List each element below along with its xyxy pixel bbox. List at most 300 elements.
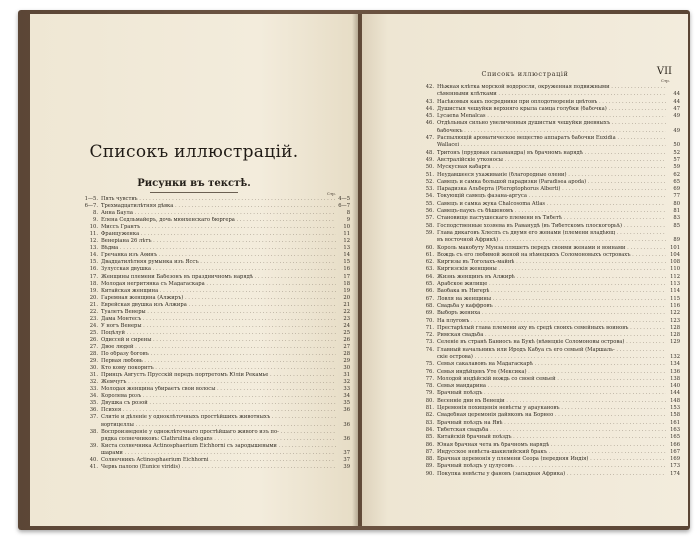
item-number: 85. bbox=[425, 434, 434, 441]
list-item bbox=[410, 434, 680, 441]
item-number: 45. bbox=[425, 113, 434, 120]
item-number: 16. bbox=[89, 266, 98, 273]
item-caption: По образу боговъ . . . bbox=[101, 351, 336, 358]
running-head: Списокъ иллюстрацій bbox=[481, 70, 569, 78]
item-page: 134 bbox=[670, 361, 680, 368]
item-number: 84. bbox=[425, 426, 434, 433]
item-page: 169 bbox=[670, 456, 680, 463]
item-caption: Самецъ и самка большой парадизки (Paradisea apoda) . . . bbox=[437, 179, 666, 186]
right-page bbox=[362, 14, 688, 526]
item-page: 6—7 bbox=[338, 203, 350, 210]
item-caption: Самецъ и самка жука Chalcosoma Atlas . . . bbox=[437, 201, 666, 208]
item-number: 82. bbox=[425, 412, 434, 419]
list-item bbox=[410, 274, 680, 281]
item-page: 158 bbox=[670, 412, 680, 419]
item-number: 33. bbox=[89, 386, 98, 393]
list-item bbox=[410, 456, 680, 463]
item-page: 52 bbox=[673, 149, 680, 156]
item-caption: Киста солнечника Actinosphaerium Eichhorni съ зародышевыми . . . bbox=[101, 443, 336, 450]
item-number: 32. bbox=[89, 379, 98, 386]
item-page: 9 bbox=[346, 217, 350, 224]
item-number: 24. bbox=[89, 322, 98, 329]
item-number: 31. bbox=[89, 372, 98, 379]
list-item bbox=[410, 398, 680, 405]
list-item bbox=[410, 164, 680, 171]
item-number: 8. bbox=[93, 210, 98, 217]
item-number: 87. bbox=[425, 448, 434, 455]
page-column-header: Стр. bbox=[326, 191, 336, 196]
item-caption: Принцъ Августъ Прусскій передъ портретомъ Юліи Рекамье . . . bbox=[101, 372, 336, 379]
section-subtitle: Рисунки въ текстѣ. bbox=[137, 178, 251, 189]
item-number: 46. bbox=[425, 120, 434, 127]
list-item bbox=[74, 266, 350, 273]
item-page: 101 bbox=[670, 244, 680, 251]
item-page: 12 bbox=[343, 238, 350, 245]
item-caption: Парадизка Альберта (Pteroptophorus Alberti) . . . bbox=[437, 186, 666, 193]
item-caption: У ногъ Венеры . . . bbox=[101, 323, 336, 330]
item-page: 166 bbox=[670, 441, 680, 448]
item-number: 56. bbox=[425, 208, 434, 215]
list-item bbox=[74, 450, 350, 457]
item-page: 10 bbox=[343, 224, 350, 231]
item-number: 69. bbox=[425, 310, 434, 317]
item-number: 53. bbox=[425, 186, 434, 193]
list-item bbox=[410, 266, 680, 273]
item-number: 57. bbox=[425, 215, 434, 222]
list-item bbox=[74, 365, 350, 372]
item-caption: Римская свадьба . . . bbox=[437, 332, 666, 339]
item-caption: Свадьба у каффровъ . . . bbox=[437, 303, 666, 310]
item-page: 144 bbox=[670, 390, 680, 397]
item-number: 58. bbox=[425, 222, 434, 229]
item-caption: Китайская женщина . . . bbox=[101, 288, 336, 295]
item-caption: шарами . . . bbox=[101, 450, 336, 457]
list-item bbox=[410, 157, 680, 164]
list-item bbox=[410, 449, 680, 456]
item-caption: Молодая женщина убираетъ свои волосы . . . bbox=[101, 386, 336, 393]
item-caption: Выборъ жениха . . . bbox=[437, 310, 666, 317]
item-number: 39. bbox=[89, 442, 98, 449]
list-item bbox=[410, 237, 680, 244]
item-page: 35 bbox=[343, 400, 350, 407]
item-number: 50. bbox=[425, 164, 434, 171]
item-caption: Тритонъ (прудовая саламандра) въ брачномъ нарядѣ . . . bbox=[437, 150, 666, 157]
list-item bbox=[74, 224, 350, 231]
item-page: 44 bbox=[673, 91, 680, 98]
item-page: 37 bbox=[343, 449, 350, 456]
item-page: 163 bbox=[670, 426, 680, 433]
item-caption: Семья сакалавовъ на Мадагаскарѣ . . . bbox=[437, 361, 666, 368]
list-item bbox=[410, 296, 680, 303]
item-number: 17. bbox=[89, 273, 98, 280]
item-number: 76. bbox=[425, 368, 434, 375]
item-number: 77. bbox=[425, 375, 434, 382]
item-caption: Дама Монтесъ . . . bbox=[101, 316, 336, 323]
item-caption: Гречанка изъ Аѳинъ . . . bbox=[101, 252, 336, 259]
list-item bbox=[410, 325, 680, 332]
item-number: 60. bbox=[425, 244, 434, 251]
item-number: 68. bbox=[425, 302, 434, 309]
list-item bbox=[410, 427, 680, 434]
item-number: 59. bbox=[425, 229, 434, 236]
item-number: 79. bbox=[425, 390, 434, 397]
item-caption: Юная брачная чета въ брачномъ нарядѣ . . . bbox=[437, 442, 666, 449]
item-caption: Двушка съ розой . . . bbox=[101, 400, 336, 407]
item-caption: въ восточной Африкѣ) . . . bbox=[437, 237, 666, 244]
item-page: 174 bbox=[670, 470, 680, 477]
item-caption: Престарѣлый глава племени аху въ средѣ своихъ семейныхъ воиновъ . . . bbox=[437, 325, 666, 332]
list-item bbox=[74, 400, 350, 407]
item-number: 70. bbox=[425, 317, 434, 324]
item-number: 55. bbox=[425, 200, 434, 207]
item-page: 104 bbox=[670, 251, 680, 258]
item-page: 115 bbox=[670, 295, 680, 302]
item-page: 39 bbox=[343, 463, 350, 470]
item-caption: Главный начальникъ или Иродъ Кабуа съ его семьей (Маршаль- . . . bbox=[437, 347, 666, 354]
item-page: 140 bbox=[670, 383, 680, 390]
item-page: 28 bbox=[343, 351, 350, 358]
list-item bbox=[410, 215, 680, 222]
item-page: 161 bbox=[670, 419, 680, 426]
item-number: 35. bbox=[89, 400, 98, 407]
item-number: 26. bbox=[89, 336, 98, 343]
item-page: 36 bbox=[343, 421, 350, 428]
item-number: 66. bbox=[425, 288, 434, 295]
item-number: 44. bbox=[425, 105, 434, 112]
item-page: 30 bbox=[343, 365, 350, 372]
item-number: 15. bbox=[89, 259, 98, 266]
list-item bbox=[74, 379, 350, 386]
list-item bbox=[410, 99, 680, 106]
item-number: 81. bbox=[425, 405, 434, 412]
item-page: 14 bbox=[343, 252, 350, 259]
item-caption: Распылющій ароматическое вещество аппаратъ бабочки Euxidia . . . bbox=[437, 135, 666, 142]
item-number: 40. bbox=[89, 456, 98, 463]
list-item bbox=[74, 337, 350, 344]
list-item bbox=[74, 386, 350, 393]
item-caption: Брачная церемонія у племени Сеора (передняя Индія) . . . bbox=[437, 456, 666, 463]
item-caption: Двое людей . . . bbox=[101, 344, 336, 351]
page-title: Списокъ иллюстрацій. bbox=[89, 142, 299, 162]
item-caption: Психея . . . bbox=[101, 407, 336, 414]
item-number: 86. bbox=[425, 441, 434, 448]
list-item bbox=[410, 442, 680, 449]
list-item bbox=[410, 193, 680, 200]
list-item bbox=[74, 295, 350, 302]
list-item bbox=[74, 274, 350, 281]
item-caption: Насѣкомыя какъ посредники при оплодотвореніи цвѣтовъ . . . bbox=[437, 99, 666, 106]
item-caption: Семья мандарина . . . bbox=[437, 383, 666, 390]
item-number: 14. bbox=[89, 252, 98, 259]
list-item bbox=[410, 120, 680, 127]
item-page: 65 bbox=[673, 178, 680, 185]
list-item bbox=[410, 332, 680, 339]
item-number: 51. bbox=[425, 171, 434, 178]
list-item bbox=[410, 369, 680, 376]
item-caption: Первая любовь . . . bbox=[101, 358, 336, 365]
item-caption: Брачный поѣздъ . . . bbox=[437, 390, 666, 397]
item-page: 36 bbox=[343, 407, 350, 414]
list-item bbox=[74, 457, 350, 464]
item-caption: Венеріана 26 лѣтъ . . . bbox=[101, 238, 336, 245]
item-number: 65. bbox=[425, 281, 434, 288]
item-page: 128 bbox=[670, 332, 680, 339]
item-page: 37 bbox=[343, 456, 350, 463]
list-item bbox=[74, 210, 350, 217]
list-item bbox=[410, 208, 680, 215]
item-number: 9. bbox=[93, 217, 98, 224]
list-item bbox=[74, 414, 350, 421]
item-caption: Слитіе и дѣленіе у одноклѣточныхъ простѣйшихъ животныхъ . . . bbox=[101, 414, 336, 421]
item-number: 80. bbox=[425, 397, 434, 404]
item-caption: Селеніе въ странѣ Баниосъ на Букѣ (нѣмецкіе Соломоновы острова) . . . bbox=[437, 339, 666, 346]
item-page: 148 bbox=[670, 397, 680, 404]
item-page: 57 bbox=[673, 156, 680, 163]
item-page: 4—5 bbox=[338, 196, 350, 202]
item-page: 116 bbox=[670, 302, 680, 309]
item-caption: Елена Седльмайеръ, дочь мюнхенскаго бюргера . . . bbox=[101, 217, 336, 224]
list-item bbox=[410, 318, 680, 325]
item-caption: Еврейская двушка изъ Алжира . . . bbox=[101, 302, 336, 309]
list-item bbox=[410, 113, 680, 120]
list-item bbox=[410, 223, 680, 230]
item-caption: Гаремная женщина (Алжиръ) . . . bbox=[101, 295, 336, 302]
item-caption: Становище пастушескаго племени въ Тибетѣ . . . bbox=[437, 215, 666, 222]
list-item bbox=[74, 464, 350, 471]
item-caption: Покупка невѣсты у фановъ (западная Африка) . . . bbox=[437, 471, 666, 478]
item-page: 29 bbox=[343, 358, 350, 365]
list-item bbox=[410, 376, 680, 383]
left-page bbox=[30, 14, 358, 526]
item-caption: Двадцатилѣтняя румынка изъ Яссъ . . . bbox=[101, 259, 336, 266]
item-page: 13 bbox=[343, 245, 350, 252]
item-caption: Весенніе дни въ Венеціи . . . bbox=[437, 398, 666, 405]
item-number: 75. bbox=[425, 361, 434, 368]
title-rule bbox=[150, 192, 238, 193]
item-number: 88. bbox=[425, 456, 434, 463]
item-page: 153 bbox=[670, 405, 680, 412]
item-caption: Жемчугъ . . . bbox=[101, 379, 336, 386]
item-caption: Церемонія похищенія невѣсты у араукановъ . . . bbox=[437, 405, 666, 412]
item-page: 27 bbox=[343, 343, 350, 350]
item-caption: Жизнь женщинъ въ Алжирѣ . . . bbox=[437, 274, 666, 281]
item-caption: Токующій самецъ фазана-аргуса . . . bbox=[437, 193, 666, 200]
item-number: 42. bbox=[425, 84, 434, 90]
item-caption: Господственные хозяева въ Раванудѣ (въ Тибетскомъ плоскогорьѣ) . . . bbox=[437, 223, 666, 230]
list-item bbox=[74, 196, 350, 203]
item-caption: Трехмадцатилѣтняя дѣвка . . . bbox=[101, 203, 336, 210]
item-number: 28. bbox=[89, 351, 98, 358]
item-caption: Ловля на женщины . . . bbox=[437, 296, 666, 303]
list-item bbox=[74, 372, 350, 379]
item-page: 16 bbox=[343, 266, 350, 273]
list-item bbox=[410, 186, 680, 193]
list-item bbox=[74, 252, 350, 259]
item-caption: Арабское жилище . . . bbox=[437, 281, 666, 288]
item-page: 165 bbox=[670, 434, 680, 441]
item-page: 44 bbox=[673, 98, 680, 105]
item-caption: Король макобуту Мунза пляшетъ передъ своими женами и воинами . . . bbox=[437, 245, 666, 252]
list-item bbox=[410, 339, 680, 346]
item-caption: Семья индѣйцевъ Уте (Мексика) . . . bbox=[437, 369, 666, 376]
item-number: 10. bbox=[89, 224, 98, 231]
item-page: 122 bbox=[670, 310, 680, 317]
item-caption: рядка солнечниковъ: Clathrulina elegans . . . bbox=[101, 436, 336, 443]
item-number: 54. bbox=[425, 193, 434, 200]
item-page: 114 bbox=[670, 288, 680, 295]
page-number: VII bbox=[656, 66, 672, 77]
item-number: 72. bbox=[425, 332, 434, 339]
item-number: 74. bbox=[425, 346, 434, 353]
item-caption: Индусское невѣста-шакилийский бракъ . . . bbox=[437, 449, 666, 456]
item-page: 112 bbox=[670, 273, 680, 280]
item-page: 167 bbox=[670, 448, 680, 455]
item-number: 71. bbox=[425, 324, 434, 331]
list-item bbox=[410, 281, 680, 288]
item-caption: Воспроизведеніе у одноклѣточнаго простѣйшаго живого изъ по- . . . bbox=[101, 429, 336, 436]
item-caption: Кто кому покоритъ . . . bbox=[101, 365, 336, 372]
item-caption: Мускусная кабарга . . . bbox=[437, 164, 666, 171]
item-number: 27. bbox=[89, 343, 98, 350]
list-item bbox=[74, 344, 350, 351]
item-number: 25. bbox=[89, 329, 98, 336]
list-item bbox=[74, 316, 350, 323]
item-number: 62. bbox=[425, 259, 434, 266]
illustration-list-left bbox=[74, 196, 350, 471]
item-number: 89. bbox=[425, 463, 434, 470]
item-caption: На плугомъ . . . bbox=[437, 318, 666, 325]
item-number: 63. bbox=[425, 266, 434, 273]
item-number: 6—7. bbox=[84, 203, 98, 210]
item-caption: вортицеллы . . . bbox=[101, 422, 336, 429]
list-item bbox=[410, 172, 680, 179]
item-caption: Свадебная церемонія дайяковъ на Борнео . . . bbox=[437, 412, 666, 419]
item-page: 31 bbox=[343, 372, 350, 379]
item-page: 26 bbox=[343, 336, 350, 343]
list-item bbox=[74, 351, 350, 358]
item-caption: Ваобака въ Нигерѣ . . . bbox=[437, 288, 666, 295]
list-item bbox=[74, 429, 350, 436]
item-number: 90. bbox=[425, 470, 434, 477]
item-page: 25 bbox=[343, 329, 350, 336]
item-caption: Одиссей и сирены . . . bbox=[101, 337, 336, 344]
item-page: 138 bbox=[670, 375, 680, 382]
item-number: 21. bbox=[89, 301, 98, 308]
list-item bbox=[74, 281, 350, 288]
item-page: 34 bbox=[343, 393, 350, 400]
item-number: 37. bbox=[89, 414, 98, 421]
item-number: 64. bbox=[425, 273, 434, 280]
item-number: 67. bbox=[425, 295, 434, 302]
item-caption: Самецъ-паукъ съ бѣшеномъ . . . bbox=[437, 208, 666, 215]
item-number: 1—5. bbox=[84, 196, 98, 202]
item-caption: Червь палоло (Eunice viridis) . . . bbox=[101, 464, 336, 471]
item-page: 132 bbox=[670, 353, 680, 360]
list-item bbox=[410, 150, 680, 157]
item-page: 15 bbox=[343, 259, 350, 266]
list-item bbox=[410, 288, 680, 295]
item-page: 81 bbox=[673, 208, 680, 215]
item-page: 77 bbox=[673, 193, 680, 200]
list-item bbox=[410, 245, 680, 252]
list-item bbox=[74, 436, 350, 443]
item-page: 49 bbox=[673, 127, 680, 134]
list-item bbox=[410, 412, 680, 419]
item-page: 173 bbox=[670, 463, 680, 470]
list-item bbox=[74, 203, 350, 210]
list-item bbox=[74, 407, 350, 414]
item-page: 36 bbox=[343, 435, 350, 442]
item-page: 32 bbox=[343, 379, 350, 386]
item-number: 19. bbox=[89, 287, 98, 294]
list-item bbox=[74, 238, 350, 245]
item-number: 34. bbox=[89, 393, 98, 400]
item-page: 33 bbox=[343, 386, 350, 393]
item-page: 85 bbox=[673, 222, 680, 229]
item-number: 36. bbox=[89, 407, 98, 414]
item-caption: Брачный поѣздъ на Явѣ . . . bbox=[437, 420, 666, 427]
item-page: 21 bbox=[343, 301, 350, 308]
item-caption: Поцѣлуй . . . bbox=[101, 330, 336, 337]
item-caption: скіе острова) . . . bbox=[437, 354, 666, 361]
item-page: 17 bbox=[343, 273, 350, 280]
item-page: 83 bbox=[673, 215, 680, 222]
list-item bbox=[410, 142, 680, 149]
item-number: 22. bbox=[89, 308, 98, 315]
item-page: 18 bbox=[343, 280, 350, 287]
item-page: 136 bbox=[670, 368, 680, 375]
page-column-header: Стр. bbox=[660, 78, 670, 83]
item-page: 129 bbox=[670, 339, 680, 346]
list-item bbox=[410, 106, 680, 113]
item-page: 69 bbox=[673, 186, 680, 193]
item-caption: Киргизы въ Тоголахъ-майнѣ . . . bbox=[437, 259, 666, 266]
item-page: 8 bbox=[346, 210, 350, 217]
item-caption: Тибетская свадьба . . . bbox=[437, 427, 666, 434]
list-item bbox=[410, 390, 680, 397]
item-page: 59 bbox=[673, 164, 680, 171]
list-item bbox=[410, 91, 680, 98]
item-caption: сѣменными клѣтками . . . bbox=[437, 91, 666, 98]
item-number: 18. bbox=[89, 280, 98, 287]
item-caption: Глава дикаговъ Хлеспъ съ двумя его женами (племени владѣющ . . . bbox=[437, 230, 666, 237]
item-caption: Женщины племени Бабезонъ въ праздничномъ нарядѣ . . . bbox=[101, 274, 336, 281]
list-item bbox=[74, 231, 350, 238]
list-item bbox=[410, 252, 680, 259]
list-item bbox=[410, 383, 680, 390]
list-item bbox=[410, 347, 680, 354]
item-page: 50 bbox=[673, 142, 680, 149]
list-item bbox=[74, 309, 350, 316]
list-item bbox=[410, 84, 680, 91]
item-page: 24 bbox=[343, 322, 350, 329]
list-item bbox=[74, 259, 350, 266]
list-item bbox=[410, 405, 680, 412]
item-page: 80 bbox=[673, 200, 680, 207]
list-item bbox=[410, 201, 680, 208]
item-caption: Китайскій брачный поѣздъ . . . bbox=[437, 434, 666, 441]
item-caption: Отдѣльныя сильно увеличенныя душистыя чешуйки дневныхъ . . . bbox=[437, 120, 666, 127]
list-item bbox=[410, 354, 680, 361]
list-item bbox=[410, 471, 680, 478]
item-number: 12. bbox=[89, 238, 98, 245]
item-number: 11. bbox=[89, 231, 98, 238]
list-item bbox=[410, 230, 680, 237]
item-caption: Lycaena Menalcas . . . bbox=[437, 113, 666, 120]
item-page: 108 bbox=[670, 259, 680, 266]
item-page: 113 bbox=[670, 281, 680, 288]
item-number: 73. bbox=[425, 339, 434, 346]
